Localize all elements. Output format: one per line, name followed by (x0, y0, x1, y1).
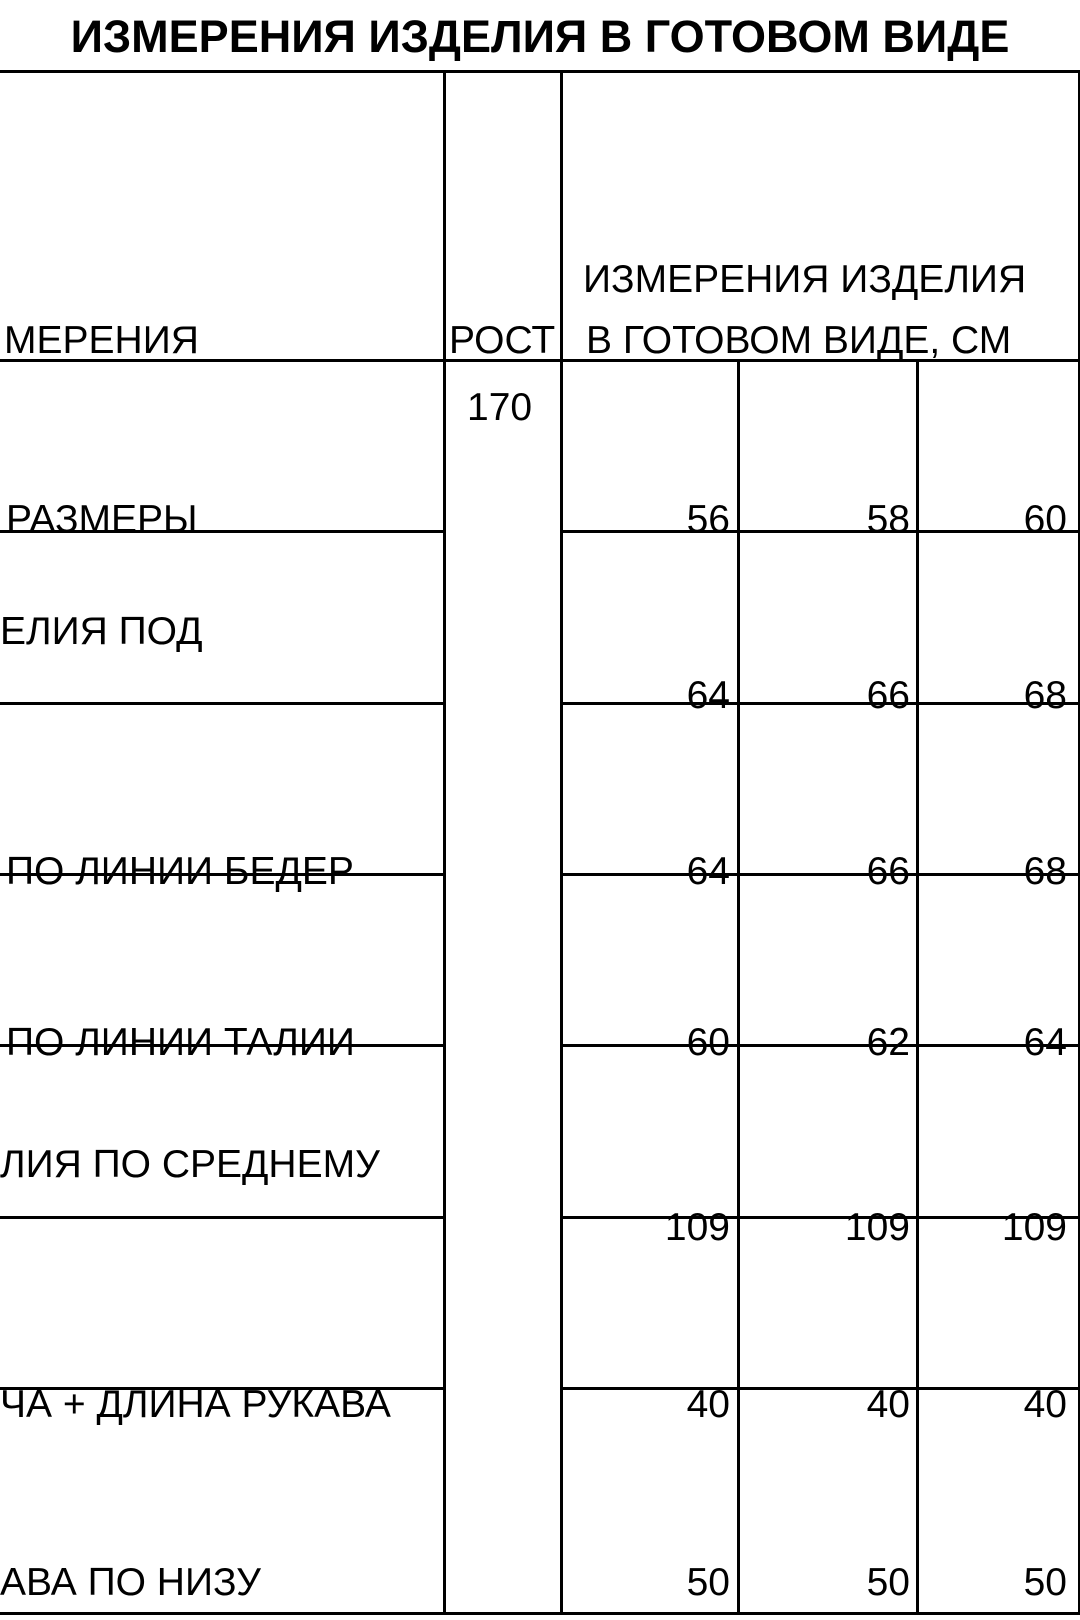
height-value: 170 (467, 386, 533, 429)
row-label: ПО ЛИНИИ ТАЛИИ (6, 1021, 355, 1064)
column-divider (916, 359, 919, 1615)
page-title: ИЗМЕРЕНИЯ ИЗДЕЛИЯ В ГОТОВОМ ВИДЕ (70, 11, 1010, 62)
header-height-label: РОСТ (449, 319, 556, 362)
row-label: АВА ПО НИЗУ (0, 1561, 261, 1604)
row-value-size-1: 64 (686, 674, 730, 717)
column-divider (737, 359, 740, 1615)
row-value-size-1: 56 (686, 498, 730, 541)
row-divider (0, 702, 446, 705)
row-value-size-1: 64 (686, 850, 730, 893)
row-value-size-2: 66 (866, 674, 910, 717)
column-divider (560, 70, 563, 1615)
row-value-size-3: 60 (1023, 498, 1067, 541)
row-label: ЧА + ДЛИНА РУКАВА (0, 1383, 391, 1426)
row-value-size-2: 66 (866, 850, 910, 893)
row-value-size-1: 109 (664, 1206, 730, 1249)
row-label: ЕЛИЯ ПОД (0, 610, 203, 653)
row-value-size-3: 50 (1023, 1561, 1067, 1604)
row-value-size-1: 40 (686, 1383, 730, 1426)
row-value-size-2: 58 (866, 498, 910, 541)
row-label: РАЗМЕРЫ (6, 498, 198, 541)
row-value-size-3: 40 (1023, 1383, 1067, 1426)
header-measure-label: МЕРЕНИЯ (4, 319, 199, 362)
row-value-size-2: 109 (844, 1206, 910, 1249)
header-sizes-label-line1: ИЗМЕРЕНИЯ ИЗДЕЛИЯ (583, 258, 1027, 301)
row-value-size-3: 68 (1023, 674, 1067, 717)
header-sizes-label-line2: В ГОТОВОМ ВИДЕ, СМ (586, 319, 1012, 362)
row-value-size-3: 109 (1001, 1206, 1067, 1249)
row-value-size-3: 64 (1023, 1021, 1067, 1064)
row-value-size-3: 68 (1023, 850, 1067, 893)
row-label: ЛИЯ ПО СРЕДНЕМУ (0, 1143, 380, 1186)
row-value-size-1: 50 (686, 1561, 730, 1604)
table-top-border (0, 70, 1080, 73)
column-divider (443, 70, 446, 1615)
row-label: ПО ЛИНИИ БЕДЕР (6, 850, 354, 893)
row-divider (0, 1216, 446, 1219)
row-value-size-2: 62 (866, 1021, 910, 1064)
row-value-size-2: 50 (866, 1561, 910, 1604)
row-value-size-2: 40 (866, 1383, 910, 1426)
row-value-size-1: 60 (686, 1021, 730, 1064)
